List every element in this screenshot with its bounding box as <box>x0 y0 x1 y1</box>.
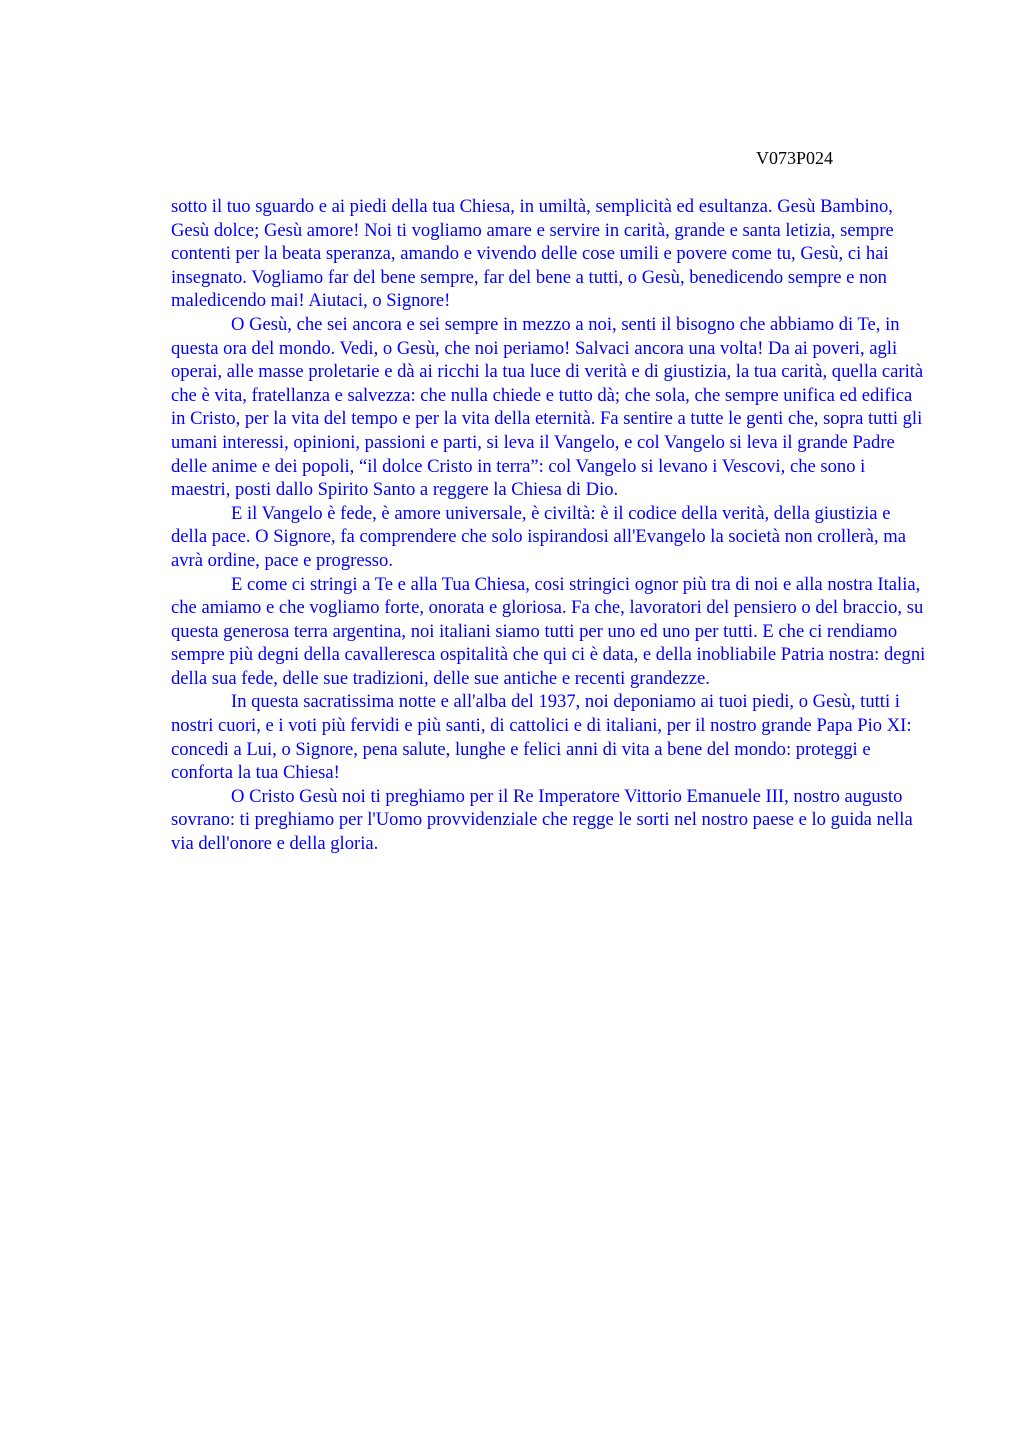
paragraph-6: O Cristo Gesù noi ti preghiamo per il Re Imperatore Vittorio Emanuele III, nostro augusto sovrano: ti preghiamo per l'Uomo provvidenziale che regge le sorti nel nostro paese e lo guida nella via dell'onore e della gloria. <box>171 785 913 855</box>
paragraph-4: E come ci stringi a Te e alla Tua Chiesa, cosi stringici ognor più tra di noi e alla nostra Italia, che amiamo e che vogliamo forte, onorata e gloriosa. Fa che, lavoratori del pensiero o del braccio, su questa generosa terra argentina, noi italiani siamo tutti per uno ed uno per tutti. E che ci rendiamo sempre più degni della cavalleresca ospitalità che qui ci è data, e della inobliabile Patria nostra: degni della sua fede, delle sue tradizioni, delle sue antiche e recenti grandezze. <box>171 573 926 689</box>
document-body <box>171 195 927 856</box>
paragraph-5: In questa sacratissima notte e all'alba del 1937, noi deponiamo ai tuoi piedi, o Gesù, tutti i nostri cuori, e i voti più fervidi e più santi, di cattolici e di italiani, per il nostro grande Papa Pio XI: concedi a Lui, o Signore, pena salute, lunghe e felici anni di vita a bene del mondo: proteggi e conforta la tua Chiesa! <box>171 691 912 784</box>
paragraph-1: sotto il tuo sguardo e ai piedi della tua Chiesa, in umiltà, semplicità ed esultanza. Gesù Bambino, Gesù dolce; Gesù amore! Noi ti vogliamo amare e servire in carità, grande e santa letizia, sempre contenti per la beata speranza, amando e vivendo delle cose umili e povere come tu, Gesù, ci hai insegnato. Vogliamo far del bene sempre, far del bene a tutti, o Gesù, benedicendo sempre e non maledicendo mai! Aiutaci, o Signore! <box>171 196 894 312</box>
paragraph-2: O Gesù, che sei ancora e sei sempre in mezzo a noi, senti il bisogno che abbiamo di Te, in questa ora del mondo. Vedi, o Gesù, che noi periamo! Salvaci ancora una volta! Da ai poveri, agli operai, alle masse proletarie e dà ai ricchi la tua luce di verità e di giustizia, la tua carità, quella carità che è vita, fratellanza e salvezza: che nulla chiede e tutto dà; che sola, che sempre unifica ed edifica in Cristo, per la vita del tempo e per la vita della eternità. Fa sentire a tutte le genti che, sopra tutti gli umani interessi, opinioni, passioni e parti, si leva il Vangelo, e col Vangelo si leva il grande Padre delle anime e dei popoli, “il dolce Cristo in terra”: col Vangelo si levano i Vescovi, che sono i maestri, posti dallo Spirito Santo a reggere la Chiesa di Dio. <box>171 313 924 501</box>
paragraph-3: E il Vangelo è fede, è amore universale, è civiltà: è il codice della verità, della giustizia e della pace. O Signore, fa comprendere che solo ispirandosi all'Evangelo la società non crollerà, ma avrà ordine, pace e progresso. <box>171 502 906 571</box>
page-code: V073P024 <box>756 148 834 168</box>
